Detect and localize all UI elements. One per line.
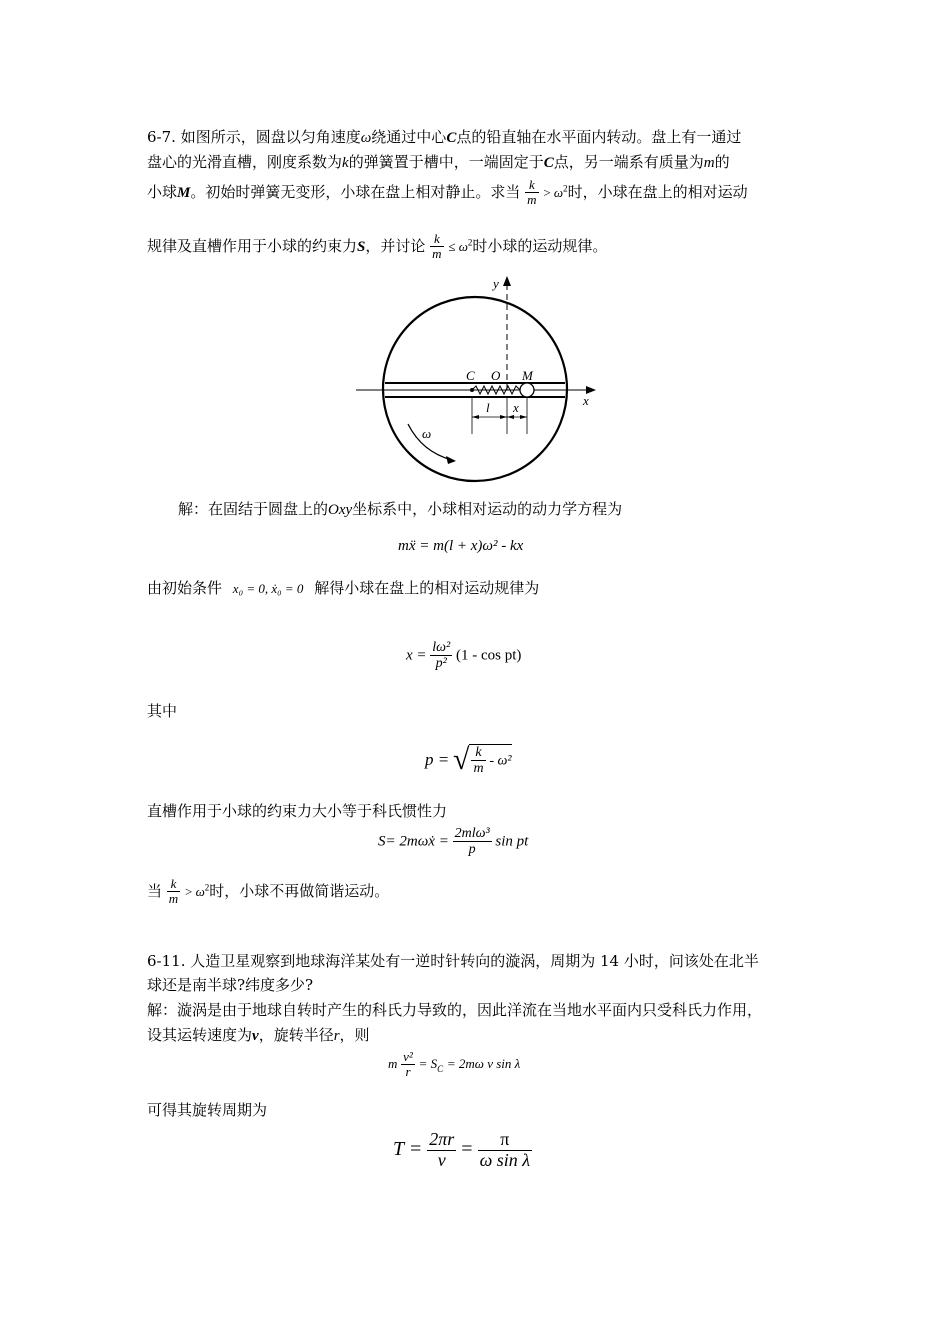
- fraction-k-over-m: $\frac{k}{m}$: [527, 177, 537, 208]
- label-C: C: [466, 368, 475, 383]
- label-l: l: [486, 400, 490, 415]
- fraction-k-over-m-2: $\frac{k}{m}$: [432, 231, 442, 262]
- problem-6-11-line1: 6-11. 人造卫星观察到地球海洋某处有一逆时针转向的漩涡，周期为 14 小时，问该处在北半: [147, 952, 759, 970]
- disk-circle: [383, 297, 567, 481]
- y-axis-arrow: [503, 276, 511, 286]
- label-x-dim: x: [513, 400, 519, 415]
- label-x: x: [583, 393, 589, 408]
- equation-constraint-force: S= 2mωẋ = $\frac{\text{2mlω³}}{p}$ sin pt: [378, 826, 529, 858]
- conclusion-line: 当 $\frac{k}{m}$ > $\omega^2$时，小球不再做简谐运动。: [147, 876, 390, 907]
- problem-6-7-line4: 规律及直槽作用于小球的约束力S，并讨论 $\frac{k}{m}$ ≤ $\omega^2$时小球的运动规律。: [147, 231, 608, 262]
- equation-period: T = $\frac{2\pi r}{v}$ = $\frac{\pi}{\text{ω sin λ}}$: [393, 1129, 531, 1170]
- problem-6-11-line2: 球还是南半球?纬度多少?: [147, 976, 314, 994]
- problem-6-7-line3: 小球M。初始时弹簧无变形，小球在盘上相对静止。求当 $\frac{k}{m}$ > $\omega^2$时，小球在盘上的相对运动: [147, 177, 748, 208]
- period-text: 可得其旋转周期为: [147, 1101, 268, 1119]
- rotating-disk-figure: [350, 272, 610, 492]
- solution-6-11-line1: 解：漩涡是由于地球自转时产生的科氏力导致的，因此洋流在当地水平面内只受科氏力作用，: [147, 1001, 763, 1019]
- equation-centripetal: m $\frac{\text{v²}}{r}$ = $S_C = 2m\omega$ v sin λ: [388, 1049, 521, 1080]
- label-omega: ω: [422, 426, 432, 441]
- equation-p: p = √ $\frac{k}{m}$ - ω²: [425, 743, 512, 776]
- ball-M: [520, 383, 534, 397]
- constraint-force-text: 直槽作用于小球的约束力大小等于科氏惯性力: [147, 802, 448, 820]
- solution-intro: 解：在固结于圆盘上的Oxy坐标系中，小球相对运动的动力学方程为: [178, 500, 623, 518]
- equation-of-motion: mẍ = m(l + x)ω² - kx: [398, 538, 524, 554]
- solution-6-11-line2: 设其运转速度为v，旋转半径r，则: [147, 1026, 370, 1044]
- point-C: [470, 388, 474, 392]
- label-M: M: [522, 368, 533, 383]
- problem-6-7-line1: 6-7. 如图所示，圆盘以匀角速度ω绕通过中心C点的铅直轴在水平面内转动。盘上有一通过: [147, 128, 742, 146]
- equation-solution-x: x = $\frac{\text{lω²}}{\text{p²}}$ (1 - cos pt): [406, 640, 522, 672]
- label-O: O: [491, 368, 501, 383]
- initial-conditions-line: 由初始条件 x₀ = 0, ẋ₀ = 0 解得小球在盘上的相对运动规律为: [147, 579, 540, 597]
- label-y: y: [493, 276, 499, 291]
- where-label: 其中: [147, 702, 178, 720]
- problem-6-7-line2: 盘心的光滑直槽，刚度系数为k的弹簧置于槽中，一端固定于C点，另一端系有质量为m的: [147, 153, 730, 171]
